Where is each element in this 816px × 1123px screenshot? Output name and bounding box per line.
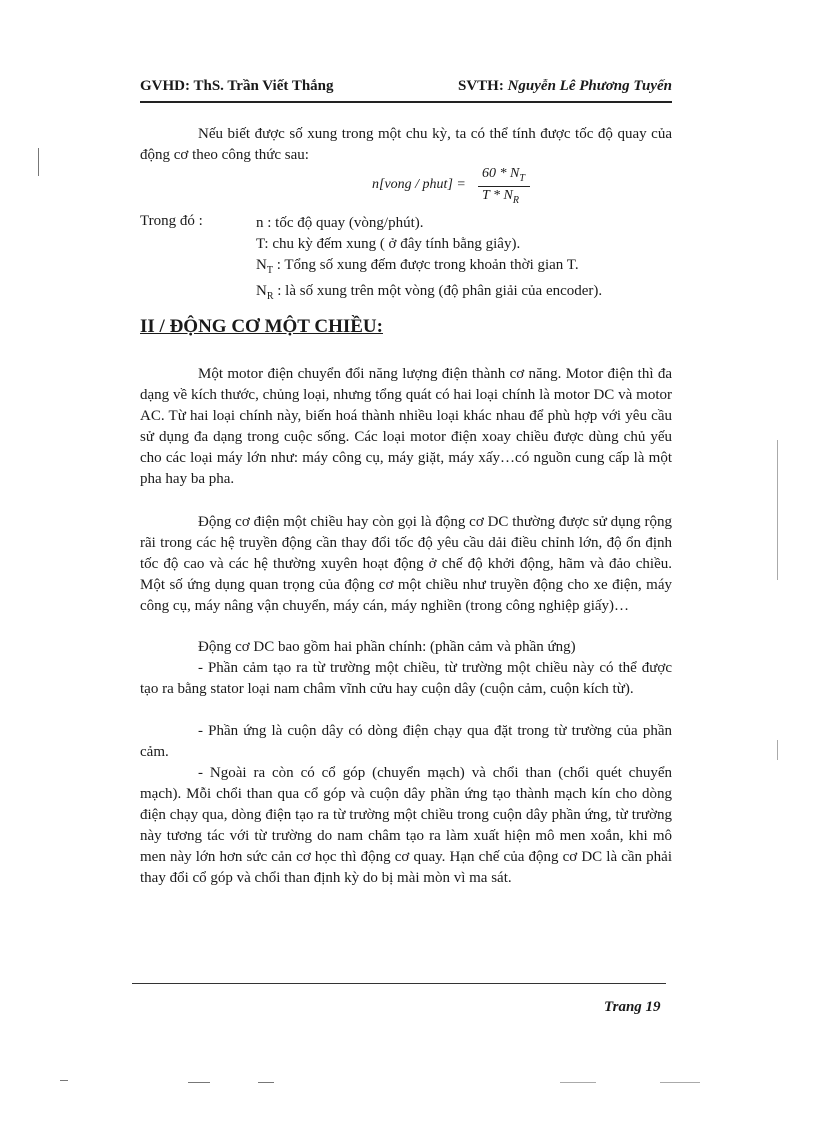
scan-mark xyxy=(660,1082,700,1083)
page-header xyxy=(140,78,672,100)
definition-item: $N_T$ : Tổng số xung đếm được trong khoản thời gian T. xyxy=(256,257,579,276)
advisor-name: GVHD: ThS. Trần Viết Thắng xyxy=(140,78,334,94)
intro-paragraph: Nếu biết được số xung trong một chu kỳ, ta có thể tính được tốc độ quay của động cơ theo công thức sau: xyxy=(140,126,672,163)
scan-mark xyxy=(188,1082,210,1083)
definition-item: T: chu kỳ đếm xung ( ở đây tính bằng giây). xyxy=(256,236,521,252)
scan-mark xyxy=(777,740,778,760)
page-number: Trang 19 xyxy=(604,999,661,1015)
paragraph-dc-parts: Động cơ DC bao gồm hai phần chính: (phần cảm và phần ứng) xyxy=(198,639,576,655)
scan-mark xyxy=(38,148,39,176)
formula-denominator: T * $N_R$ xyxy=(482,188,519,206)
footer-divider xyxy=(132,983,666,984)
definitions-label: Trong đó : xyxy=(140,213,203,229)
scan-mark xyxy=(777,440,778,580)
scan-mark xyxy=(60,1080,68,1081)
definitions-list xyxy=(256,213,676,307)
definition-item: n : tốc độ quay (vòng/phút). xyxy=(256,215,424,231)
paragraph-motor-intro: Một motor điện chuyển đổi năng lượng điện thành cơ năng. Motor điện thì đa dạng về kích thước, chủng loại, nhưng tổng quát có hai loại chính là motor DC và motor AC. Từ hai loại chính này, biến hoá thành nhiều loại khác nhau để phù hợp với yêu cầu sử dụng đa dạng trong cuộc sống. Các loại motor điện xoay chiều được dùng chủ yếu cho các loại máy lớn như: máy công cụ, máy giặt, máy xấy…có nguồn cung cấp là một pha hay ba pha. xyxy=(140,366,672,487)
rpm-formula xyxy=(372,166,572,208)
scan-mark xyxy=(560,1082,596,1083)
paragraph-commutator: - Ngoài ra còn có cổ góp (chuyển mạch) và chổi than (chổi quét chuyển mạch). Mỗi chổi than qua cổ góp và cuộn dây phần ứng tạo thành mạch kín cho dòng điện chạy qua, dòng điện tạo ra từ trường một chiều trong cuộn dây phần ứng, từ trường này tương tác với từ trường do nam châm tạo ra làm xuất hiện mô men xoắn, khi mô men này lớn hơn sức cản cơ học thì động cơ quay. Hạn chế của động cơ DC là cần phải thay đổi cổ góp và chổi than định kỳ do bị mài mòn vì ma sát. xyxy=(140,765,672,886)
paragraph-dc-motor: Động cơ điện một chiều hay còn gọi là động cơ DC thường được sử dụng rộng rãi trong các hệ truyền động cần thay đổi tốc độ yêu cầu dải điều chỉnh lớn, độ ổn định tốc độ cao và các hệ thường xuyên hoạt động ở chế độ khởi động, hãm và đảo chiều. Một số ứng dụng quan trọng của động cơ một chiều như truyền động cho xe điện, máy công cụ, máy nâng vận chuyển, máy cán, máy nghiền (trong công nghiệp giấy)… xyxy=(140,514,672,614)
student-name: SVTH: Nguyễn Lê Phương Tuyến xyxy=(458,78,672,94)
scan-mark xyxy=(258,1082,274,1083)
paragraph-armature: - Phần ứng là cuộn dây có dòng điện chạy qua đặt trong từ trường của phần cảm. xyxy=(140,723,672,760)
section-title: II / ĐỘNG CƠ MỘT CHIỀU: xyxy=(140,316,383,337)
fraction-bar xyxy=(478,186,530,187)
definition-item: $N_R$ : là số xung trên một vòng (độ phân giải của encoder). xyxy=(256,283,603,302)
formula-numerator: $60 * N_T$ xyxy=(482,166,525,184)
formula-lhs: n[vong / phut] = xyxy=(372,177,466,192)
header-divider xyxy=(140,101,672,103)
paragraph-field: - Phần cảm tạo ra từ trường một chiều, từ trường một chiều này có thể được tạo ra bằng stator loại nam châm vĩnh cửu hay cuộn dây (cuộn cảm, cuộn kích từ). xyxy=(140,660,672,697)
